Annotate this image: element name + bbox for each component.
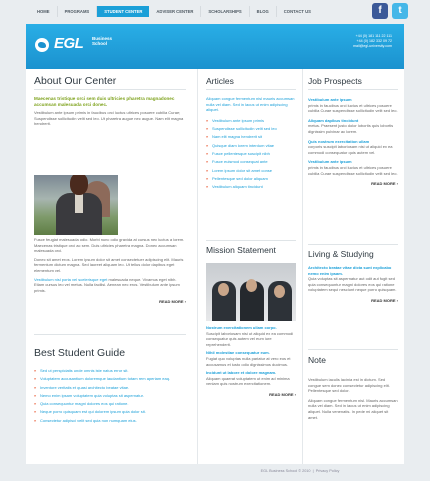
job-item bbox=[308, 139, 398, 156]
note-title: Note bbox=[308, 355, 326, 365]
note-paragraph-2: Aliquam congue fermentum nisl. Mauris accumsan nulla vel diam. Sed in lacus ut enim adipiscing aliquet. Nulla venenatis. In pede mi aliquet sit amet. bbox=[308, 397, 398, 420]
twitter-icon[interactable]: t bbox=[392, 3, 408, 19]
nav-item-adviser-center[interactable]: ADVISER CENTER bbox=[149, 6, 201, 17]
nav-item-scholarships[interactable]: SCHOLARSHIPS bbox=[201, 6, 249, 17]
mission-item bbox=[206, 350, 296, 367]
job-item bbox=[308, 159, 398, 176]
articles-section bbox=[206, 69, 296, 191]
mission-item-text: Aliquam quaerat voluptatem ut enim ad minima veniam quis nostrum exercitationem. bbox=[206, 375, 290, 387]
job-item-text: primis in faucibus orci luctus et ultrices posuere cubilia Curae suspendisse sollicitudin velit sed leo. bbox=[308, 164, 398, 176]
about-intro: Vestibulum ante ipsum primis in faucibus orci luctus ultrices posuere cubilia Curae; Suspendisse sollicitudin velit sed leo. Ut pharetra augue nec augue. Nam elit magna hendrerit. bbox=[34, 110, 184, 127]
nav-item-blog[interactable]: BLOG bbox=[250, 6, 277, 17]
logo-subtitle bbox=[92, 36, 112, 46]
column-divider bbox=[302, 69, 303, 464]
phone-1: +44 (0) 181 111 22 111 bbox=[355, 34, 392, 38]
article-link[interactable]: » Vestibulum aliquam tincidunt bbox=[206, 183, 296, 191]
student-photo bbox=[34, 175, 118, 235]
job-item-text: corporis suscipit laboriosam nisi ut aliquid ex ea commodi consequatur quis autem vel. bbox=[308, 144, 393, 155]
job-item-text: metus. Praesent justo dolor lobortis quis lobortis dignissim pulvinar ac lorem. bbox=[308, 123, 394, 134]
jobs-title: Job Prospects bbox=[308, 76, 362, 86]
top-nav bbox=[30, 6, 318, 17]
article-link[interactable]: » Nam elit magna hendrerit sit bbox=[206, 133, 296, 141]
articles-intro[interactable]: Aliquam congue fermentum nisl mauris accumsan nulla vel diam. Sed in lacus ut enim adipiscing aliquet. bbox=[206, 96, 295, 113]
divider bbox=[308, 89, 398, 90]
living-text: Quia voluptas sit aspernatur aut odit aut fugit sed quia consequuntur magni dolores eos qui ratione voluptatem sequi nesciunt neque porro quisquam. bbox=[308, 276, 397, 293]
about-title: About Our Center bbox=[34, 75, 117, 87]
article-link[interactable]: » Fusce euismod consequat ante bbox=[206, 158, 296, 166]
about-read-more-label: READ MORE bbox=[159, 299, 184, 305]
articles-list bbox=[206, 117, 296, 192]
main-column bbox=[34, 69, 186, 127]
job-item-title[interactable]: Quis nostrum exercitation ullam bbox=[308, 138, 370, 144]
about-read-more-button[interactable]: READ MORE › bbox=[159, 299, 186, 305]
nav-item-student-center[interactable]: STUDENT CENTER bbox=[97, 6, 149, 17]
about-body bbox=[34, 237, 186, 304]
mission-item-title[interactable]: Nihil molestiae consequatur eum. bbox=[206, 350, 270, 356]
jobs-read-more-label: READ MORE bbox=[371, 181, 396, 187]
phone-2: +44 (0) 182 332 09 72 bbox=[356, 39, 392, 43]
column-divider bbox=[197, 69, 198, 464]
job-item-title[interactable]: Vestibulum ante ipsum bbox=[308, 97, 352, 102]
logo-sub-line2: School bbox=[92, 41, 108, 46]
about-paragraph-2: Donec sit amet eros. Lorem ipsum dolor sit amet consectetuer adipiscing elit. Mauris fermentum dictum magna. Sed laoreet aliquam leo. Ut tellus dolor dapibus eget elementum vel. bbox=[34, 256, 184, 273]
living-content bbox=[308, 265, 398, 293]
job-item bbox=[308, 118, 398, 135]
job-item bbox=[308, 97, 398, 114]
note-section bbox=[308, 355, 398, 420]
about-paragraph-3-text: malesuada neque. Vivamus eget nibh. Etiam cursus leo vel metus. Nulla facilisi. Aenean nec eros. Vestibulum ante ipsum primis. bbox=[34, 276, 180, 293]
mission-read-more-button[interactable]: READ MORE › bbox=[269, 391, 296, 397]
guide-section bbox=[34, 347, 186, 425]
mission-item-text: Suscipit laboriosam nisi ut aliquid ex ea commodi consequatur quis autem vel eum iure reprehenderit. bbox=[206, 330, 294, 347]
divider bbox=[34, 89, 186, 90]
living-lead[interactable]: Architecto beatae vitae dicta sunt explicabo nemo enim ipsam. bbox=[308, 265, 392, 276]
about-lead: Maecenas tristique orci sem duis ultricies pharetra magnadonec accumsan malesuada orci donec. bbox=[34, 96, 175, 107]
living-read-more-label: READ MORE bbox=[371, 297, 396, 303]
guide-item[interactable]: » Sed ut perspiciatis unde omnis iste natus error sit. bbox=[34, 367, 186, 375]
jobs-read-more-button[interactable]: READ MORE › bbox=[371, 181, 398, 187]
living-title: Living & Studying bbox=[308, 249, 374, 259]
header-banner bbox=[26, 24, 404, 69]
mission-item bbox=[206, 370, 296, 387]
guide-item[interactable]: » Voluptatem accusantium doloremque laudantium totam rem aperiam eaq. bbox=[34, 375, 186, 383]
article-link[interactable]: » Suspendisse sollicitudin velit sed leo bbox=[206, 125, 296, 133]
article-link[interactable]: » Lorem ipsum dolor sit amet conse bbox=[206, 167, 296, 175]
article-link[interactable]: » Quisque diam lorem interdum vitae bbox=[206, 142, 296, 150]
living-read-more-button[interactable]: READ MORE › bbox=[371, 297, 398, 303]
job-item-title[interactable]: Aliquam dapibus tincidunt bbox=[308, 117, 359, 123]
about-paragraph-1: Fusce feugiat malesuada odio. Morbi nunc odio gravida at cursus nec luctus a lorem. Maecenas tristique orci ac sem. Duis ultricies pharetra magna. Donec accumsan malesuada orci. bbox=[34, 237, 185, 254]
mission-item-title[interactable]: Incidunt ut labore et dolore magnam. bbox=[206, 370, 277, 376]
mission-item-text: Fugiat quo voluptas nulla pariatur at vero eos et accusamus et iusto odio dignissimos ducimus. bbox=[206, 355, 291, 367]
logo-text[interactable]: EGL bbox=[54, 35, 84, 52]
eagle-logo-icon[interactable] bbox=[35, 38, 49, 52]
divider bbox=[206, 240, 296, 241]
note-paragraph-1: Vestibulum iaculis lacinia est in dictum. Sed congue sem donec consectetur adipiscing elit. Pellentesque sed dolor. bbox=[308, 377, 390, 394]
mission-read-more-label: READ MORE bbox=[269, 391, 294, 397]
guide-item[interactable]: » Neque porro quisquam est qui dolorem ipsum quia dolor sit. bbox=[34, 408, 186, 416]
contact-info bbox=[353, 34, 392, 49]
guide-item[interactable]: » Nemo enim ipsam voluptatem quia voluptas sit aspernatur. bbox=[34, 392, 186, 400]
mission-item bbox=[206, 325, 296, 347]
content-area bbox=[26, 69, 404, 464]
mission-photo bbox=[206, 263, 296, 321]
guide-item[interactable]: » Quia consequuntur magni dolores eos qui ratione. bbox=[34, 400, 186, 408]
article-link[interactable]: » Fusce pellentesque suscipit nibh bbox=[206, 150, 296, 158]
footer: EGL Business School © 2010 | Privacy Policy bbox=[260, 469, 340, 473]
about-link[interactable]: Vestibulum nisl porta vel scelerisque eget bbox=[34, 276, 108, 282]
nav-item-home[interactable]: HOME bbox=[30, 6, 58, 17]
about-paragraph-3 bbox=[34, 277, 186, 294]
mission-body bbox=[206, 325, 296, 397]
article-link[interactable]: » Pellentesque sed dolor aliquam bbox=[206, 175, 296, 183]
mission-section bbox=[206, 245, 296, 255]
guide-item[interactable]: » Consectetur adipisci velit sed quia non numquam eius. bbox=[34, 417, 186, 425]
article-link[interactable]: » Vestibulum ante ipsum primis bbox=[206, 117, 296, 125]
job-item-text: primis in faucibus orci luctus et ultrices posuere cubilia Curae suspendisse sollicitudin velit sed leo. bbox=[308, 102, 398, 114]
job-item-title[interactable]: Vestibulum ante ipsum bbox=[308, 159, 352, 165]
guide-title: Best Student Guide bbox=[34, 347, 126, 359]
nav-item-programs[interactable]: PROGRAMS bbox=[58, 6, 98, 17]
divider bbox=[206, 89, 296, 90]
articles-title: Articles bbox=[206, 76, 234, 86]
footer-copyright: EGL Business School © 2010 bbox=[260, 469, 311, 473]
divider bbox=[308, 244, 398, 245]
guide-item[interactable]: » Inventore veritatis et quasi architecto beatae vitae. bbox=[34, 384, 186, 392]
guide-list bbox=[34, 367, 186, 425]
facebook-icon[interactable]: f bbox=[372, 3, 388, 19]
divider bbox=[308, 349, 398, 350]
logo-sub-line1: Business bbox=[92, 36, 113, 41]
living-section bbox=[308, 249, 398, 303]
divider bbox=[34, 334, 186, 335]
privacy-policy-link[interactable]: Privacy Policy bbox=[315, 469, 340, 473]
nav-item-contact-us[interactable]: CONTACT US bbox=[283, 9, 311, 14]
mission-title: Mission Statement bbox=[206, 245, 276, 255]
jobs-section bbox=[308, 69, 398, 186]
mission-item-title[interactable]: Nostrum exercitationem ullam corpo. bbox=[206, 325, 277, 330]
contact-email[interactable]: mail@egl-university.com bbox=[353, 44, 392, 48]
